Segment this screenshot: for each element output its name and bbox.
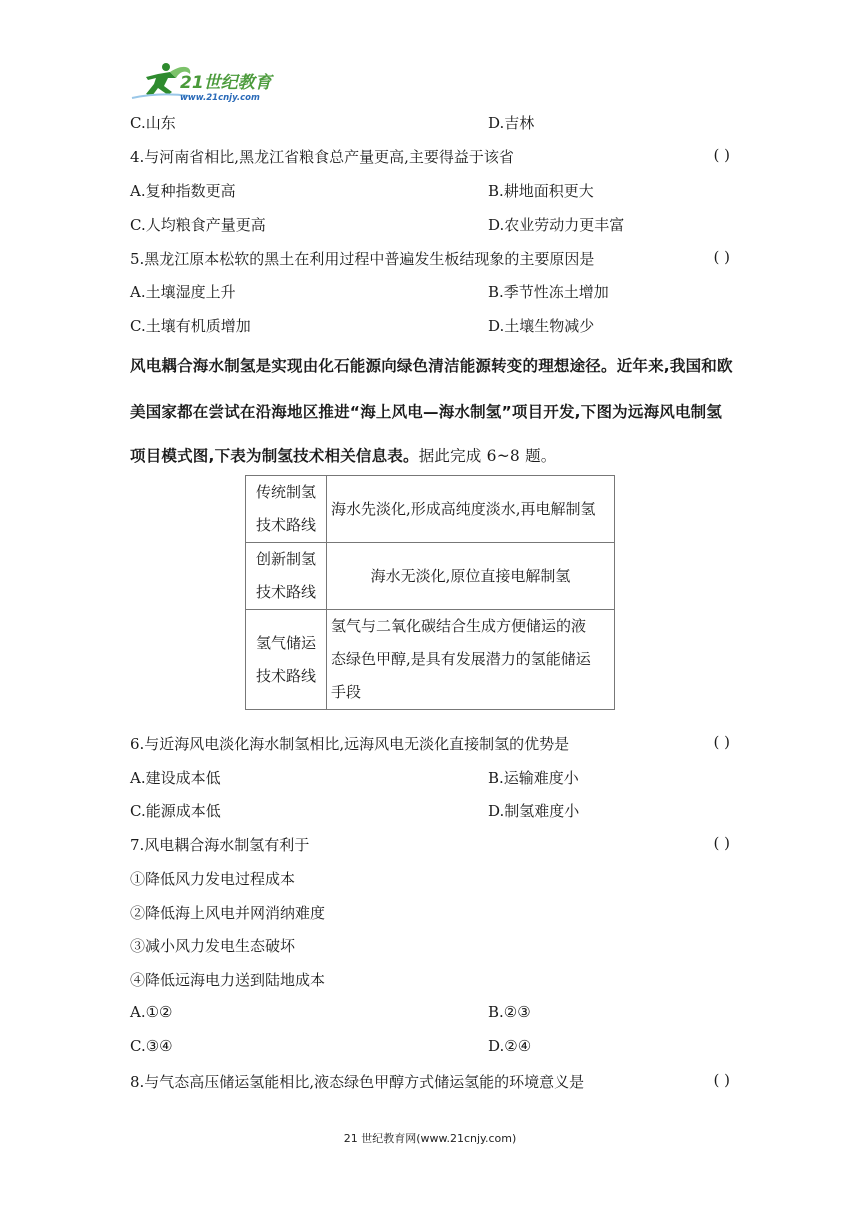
runner-logo-icon [130,58,300,104]
passage-instruction: 据此完成 6~8 题。 [418,447,557,465]
passage-line-3-bold: 项目模式图,下表为制氢技术相关信息表。 [130,447,419,465]
row-label-line: 技术路线 [255,583,316,601]
q3-option-c: C.山东 [130,114,176,132]
q5-option-b: B.季节性冻土增加 [488,283,609,301]
q4-option-c: C.人均粮食产量更高 [130,216,266,234]
table-row-header [246,610,327,710]
q6-option-a: A.建设成本低 [130,769,221,787]
q5-option-a: A.土壤湿度上升 [130,283,236,301]
q4-option-d: D.农业劳动力更丰富 [488,216,625,234]
site-logo [130,58,300,104]
cell-line: 态绿色甲醇,是具有发展潜力的氢能储运 [331,650,591,668]
q7-item-3: ③减小风力发电生态破坏 [130,937,296,955]
table-cell: 海水无淡化,原位直接电解制氢 [327,543,615,610]
q8-answer-paren: ( ) [713,1071,730,1089]
table-row-header [246,543,327,610]
passage-line-3 [130,444,740,466]
table-row-header [246,476,327,543]
q7-stem: 7.风电耦合海水制氢有利于 [130,836,310,854]
q7-option-a: A.①② [130,1003,173,1021]
q4-answer-paren: ( ) [713,146,730,164]
q6-option-c: C.能源成本低 [130,802,221,820]
q7-option-b: B.②③ [488,1003,531,1021]
q7-item-1: ①降低风力发电过程成本 [130,870,296,888]
cell-line: 氢气与二氧化碳结合生成方便储运的液 [331,617,587,635]
table-row [246,543,615,610]
q5-stem: 5.黑龙江原本松软的黑土在利用过程中普遍发生板结现象的主要原因是 [130,250,595,268]
q4-option-a: A.复种指数更高 [130,182,236,200]
table-row [246,476,615,543]
q7-item-4: ④降低远海电力送到陆地成本 [130,971,326,989]
q4-option-b: B.耕地面积更大 [488,182,594,200]
q7-answer-paren: ( ) [713,834,730,852]
q6-stem: 6.与近海风电淡化海水制氢相比,远海风电无淡化直接制氢的优势是 [130,735,570,753]
svg-text:www.21cnjy.com: www.21cnjy.com [180,93,260,103]
q5-option-c: C.土壤有机质增加 [130,317,251,335]
q7-option-c: C.③④ [130,1037,173,1055]
table-cell [327,610,615,710]
row-label-line: 技术路线 [255,666,316,685]
passage-line-2: 美国家都在尝试在沿海地区推进“海上风电—海水制氢”项目开发,下图为远海风电制氢 [130,403,723,421]
table-cell: 海水先淡化,形成高纯度淡水,再电解制氢 [327,476,615,543]
q8-stem: 8.与气态高压储运氢能相比,液态绿色甲醇方式储运氢能的环境意义是 [130,1073,585,1091]
q5-answer-paren: ( ) [713,248,730,266]
table-row [246,610,615,710]
passage-line-1: 风电耦合海水制氢是实现由化石能源向绿色清洁能源转变的理想途径。近年来,我国和欧 [130,357,733,375]
cell-line: 手段 [331,683,362,701]
page-footer: 21 世纪教育网(www.21cnjy.com) [343,1132,517,1145]
q4-stem: 4.与河南省相比,黑龙江省粮食总产量更高,主要得益于该省 [130,148,514,166]
q6-answer-paren: ( ) [713,733,730,751]
hydrogen-tech-table [245,475,615,710]
svg-text:21世纪教育: 21世纪教育 [180,73,272,93]
row-label-line: 氢气储运 [255,633,316,652]
q6-option-b: B.运输难度小 [488,769,579,787]
row-label-line: 创新制氢 [255,550,316,568]
q7-item-2: ②降低海上风电并网消纳难度 [130,904,326,922]
q5-option-d: D.土壤生物减少 [488,317,595,335]
row-label-line: 技术路线 [255,516,316,534]
q3-option-d: D.吉林 [488,114,535,132]
q7-option-d: D.②④ [488,1037,532,1055]
q6-option-d: D.制氢难度小 [488,802,580,820]
row-label-line: 传统制氢 [255,483,316,501]
